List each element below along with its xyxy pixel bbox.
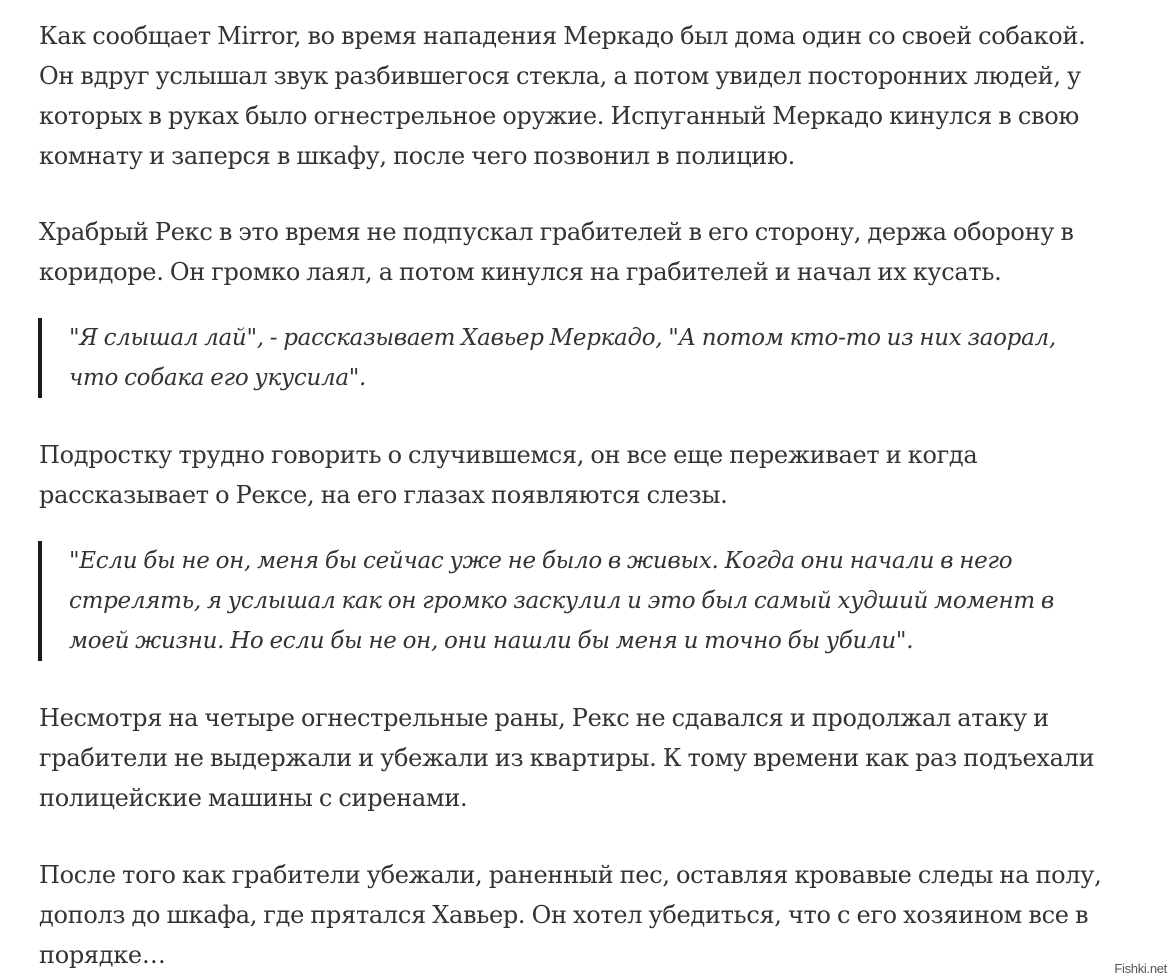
paragraph-line: Подростку трудно говорить о случившемся, он все еще переживает и когда — [39, 441, 978, 469]
quote-line: "Я слышал лай", - рассказывает Хавьер Меркадо, "А потом кто-то из них заорал, — [69, 325, 1056, 351]
paragraph-line: полицейские машины с сиренами. — [39, 784, 468, 812]
paragraph-line: Храбрый Рекс в это время не подпускал грабителей в его сторону, держа оборону в — [39, 218, 1074, 246]
paragraph-line: порядке… — [39, 941, 166, 969]
paragraph-line: дополз до шкафа, где прятался Хавьер. Он хотел убедиться, что с его хозяином все в — [39, 901, 1089, 929]
quote-line: моей жизни. Но если бы не он, они нашли бы меня и точно бы убили". — [69, 628, 914, 654]
watermark-logo: Fishki.net — [1114, 961, 1167, 976]
paragraph-line: рассказывает о Рексе, на его глазах появляются слезы. — [39, 481, 728, 509]
paragraph-5 — [39, 855, 1149, 975]
paragraph-line: комнату и заперся в шкафу, после чего позвонил в полицию. — [39, 142, 795, 170]
paragraph-2 — [39, 212, 1149, 292]
paragraph-line: Несмотря на четыре огнестрельные раны, Рекс не сдавался и продолжал атаку и — [39, 704, 1049, 732]
quote-line: что собака его укусила". — [69, 365, 367, 391]
blockquote-1 — [38, 318, 1138, 398]
paragraph-3 — [39, 435, 1149, 515]
paragraph-4 — [39, 698, 1149, 818]
paragraph-line: грабители не выдержали и убежали из квартиры. К тому времени как раз подъехали — [39, 744, 1095, 772]
quote-line: "Если бы не он, меня бы сейчас уже не было в живых. Когда они начали в него — [69, 548, 1013, 574]
paragraph-line: После того как грабители убежали, раненный пес, оставляя кровавые следы на полу, — [39, 861, 1102, 889]
blockquote-2 — [38, 541, 1138, 661]
paragraph-line: коридоре. Он громко лаял, а потом кинулся на грабителей и начал их кусать. — [39, 258, 1002, 286]
paragraph-line: Как сообщает Mirror, во время нападения Меркадо был дома один со своей собакой. — [39, 22, 1086, 50]
paragraph-1 — [39, 16, 1149, 176]
quote-line: стрелять, я услышал как он громко заскулил и это был самый худший момент в — [69, 588, 1054, 614]
paragraph-line: которых в руках было огнестрельное оружие. Испуганный Меркадо кинулся в свою — [39, 102, 1079, 130]
paragraph-line: Он вдруг услышал звук разбившегося стекла, а потом увидел посторонних людей, у — [39, 62, 1081, 90]
